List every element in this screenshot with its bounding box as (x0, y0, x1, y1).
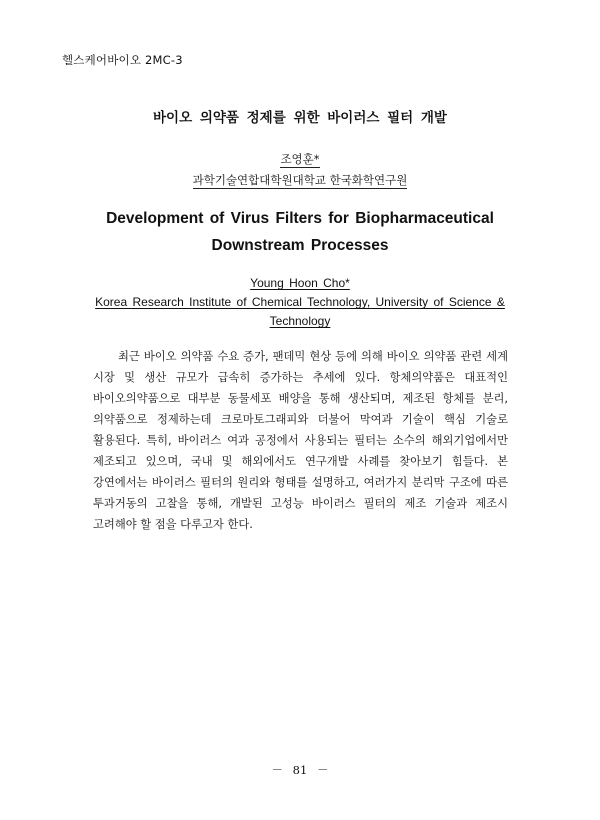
korean-author: 조영훈* (280, 152, 320, 166)
session-code: 헬스케어바이오 2MC-3 (62, 53, 183, 67)
english-title: Development of Virus Filters for Biopharmaceutical Downstream Processes (106, 210, 494, 254)
korean-affiliation: 과학기술연합대학원대학교 한국화학연구원 (192, 173, 408, 187)
korean-title: 바이오 의약품 정제를 위한 바이러스 필터 개발 (153, 110, 447, 126)
korean-author-line (0, 151, 600, 167)
english-author: Young Hoon Cho* (250, 276, 350, 290)
abstract-body: 최근 바이오 의약품 수요 증가, 팬데믹 현상 등에 의해 바이오 의약품 관련 세계 시장 및 생산 규모가 급속히 증가하는 추세에 있다. 항체의약품은 대표적인 바이오의약품으로 대부분 동물세포 배양을 통해 생산되며, 제조된 항체를 분리, 의약품으로 정제하는데 크로마토그래피와 더불어 막여과 기술이 핵심 기술로 활용된다. 특히, 바이러스 여과 공정에서 사용되는 필터는 소수의 해외기업에서만 제조되고 있으며, 국내 및 해외에서도 연구개발 사례를 찾아보기 힘들다. 본 강연에서는 바이러스 필터의 원리와 형태를 설명하고, 여러가지 분리막 구조에 따른 투과거동의 고찰을 통해, 개발된 고성능 바이러스 필터의 제조 기술과 제조시 고려해야 할 점을 다루고자 한다. (93, 350, 508, 531)
english-author-line (0, 276, 600, 290)
korean-affiliation-line (0, 172, 600, 188)
page-number: － 81 － (271, 763, 329, 777)
english-affiliation: Korea Research Institute of Chemical Technology, University of Science & Technology (95, 295, 505, 328)
english-affiliation-line (90, 293, 510, 331)
